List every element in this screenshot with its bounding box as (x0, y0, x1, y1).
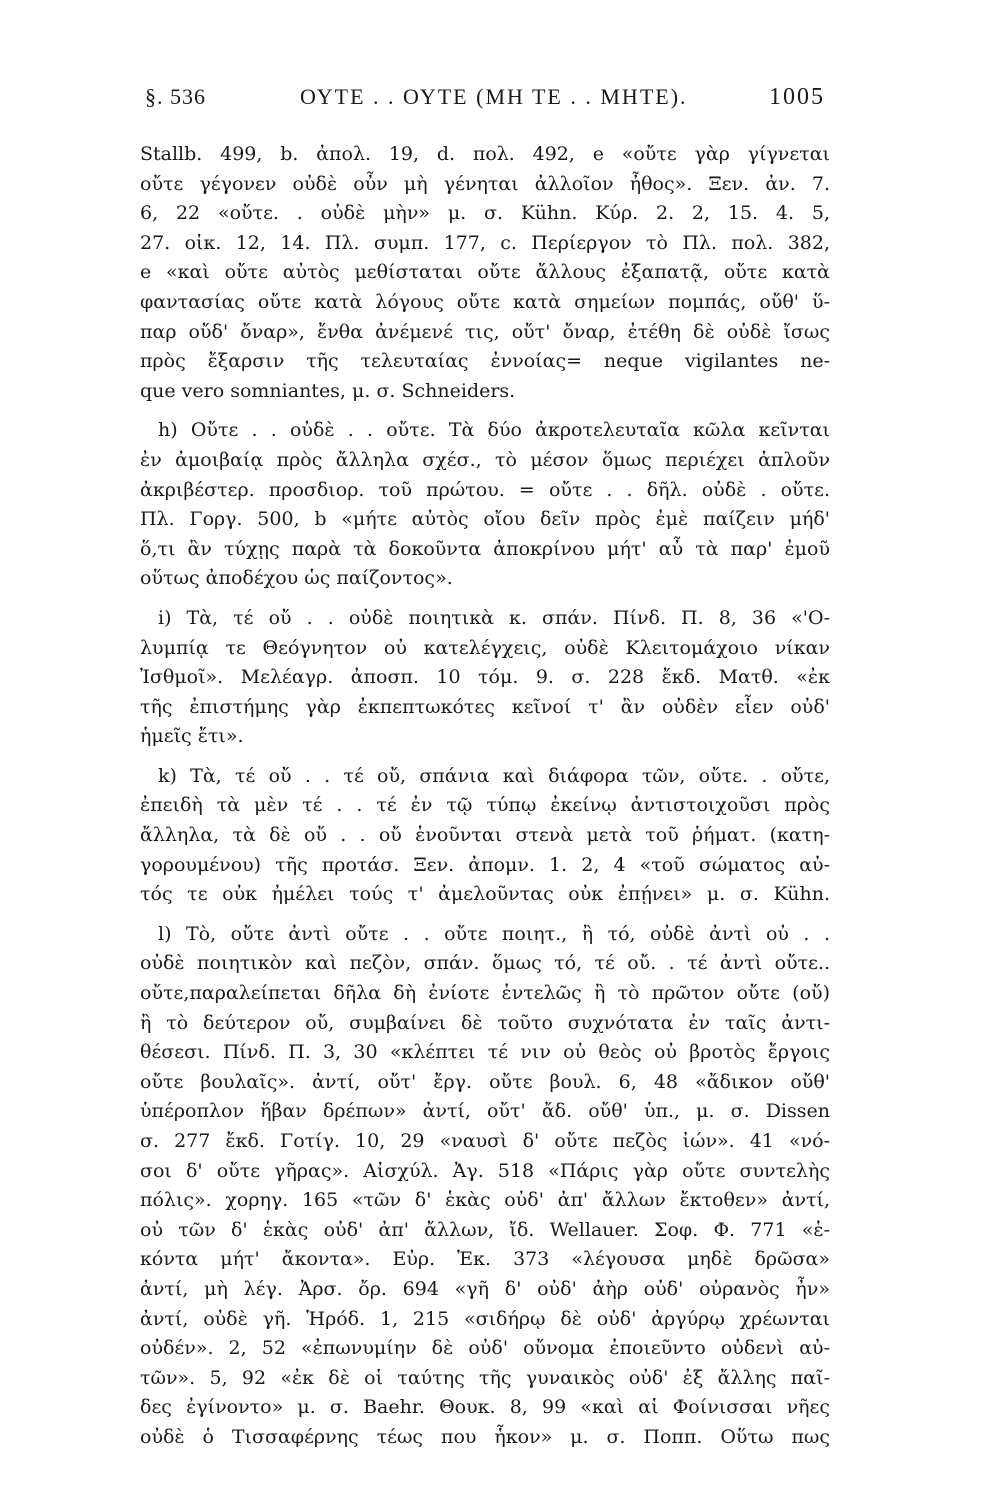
text-line: k) Τὰ, τέ οὔ . . τέ οὔ, σπάνια καὶ διάφορα τῶν, οὔτε. . οὔτε, (158, 764, 830, 787)
running-title: ΟΥΤΕ . . ΟΥΤΕ (ΜΗ ΤΕ . . ΜΗΤΕ). (300, 84, 688, 109)
text-line: ἡμεῖς ἔτι». (140, 725, 244, 748)
paragraph-continuation (140, 140, 830, 406)
text-line: ἢ τὸ δεύτερον οὔ, συμβαίνει δὲ τοῦτο συχνότατα ἐν ταῖς ἀντι- (140, 1011, 830, 1034)
text-line: 6, 22 «οὔτε. . οὐδὲ μὴν» μ. σ. Kühn. Κύρ. 2. 2, 15. 4. 5, (140, 202, 830, 225)
text-line: ἀντί, μὴ λέγ. Ἀρσ. ὄρ. 694 «γῆ δ' οὐδ' ἀὴρ οὐδ' οὐρανὸς ἦν» (140, 1277, 830, 1300)
text-line: οὔτε βουλαῖς». ἀντί, οὔτ' ἔργ. οὔτε βουλ. 6, 48 «ἄδικον οὔθ' (140, 1070, 830, 1093)
paragraph-h (140, 416, 830, 594)
body-text (140, 140, 830, 1453)
text-line: l) Τὸ, οὔτε ἀντὶ οὔτε . . οὔτε ποιητ., ἢ τό, οὐδὲ ἀντὶ οὐ . . (158, 922, 830, 945)
text-line: que vero somniantes, μ. σ. Schneiders. (140, 379, 516, 402)
section-mark: §. 536 (145, 84, 206, 109)
text-line: Stallb. 499, b. ἀπολ. 19, d. πολ. 492, e «οὔτε γὰρ γίγνεται (140, 143, 830, 165)
text-line: ἐν ἀμοιβαίᾳ πρὸς ἄλληλα σχέσ., τὸ μέσον ὅμως περιέχει ἁπλοῦν (140, 448, 830, 471)
text-line: πρὸς ἔξαρσιν τῆς τελευταίας ἐννοίας= neque vigilantes ne- (140, 350, 830, 373)
text-line: Ἰσθμοῖ». Μελέαγρ. ἀποσπ. 10 τόμ. 9. σ. 228 ἔκδ. Ματθ. «ἐκ (140, 666, 830, 689)
text-line: γορουμένου) τῆς προτάσ. Ξεν. ἀπομν. 1. 2, 4 «τοῦ σώματος αὐ- (140, 853, 830, 876)
text-line: δες ἐγίνοντο» μ. σ. Baehr. Θουκ. 8, 99 «καὶ αἱ Φοίνισσαι νῆες (140, 1396, 830, 1419)
text-line: σοι δ' οὔτε γῆρας». Αἰσχύλ. Ἀγ. 518 «Πάρις γὰρ οὔτε συντελὴς (140, 1159, 830, 1182)
text-line: e «καὶ οὔτε αὐτὸς μεθίσταται οὔτε ἄλλους ἐξαπατᾷ, οὔτε κατὰ (140, 261, 830, 284)
text-line: οὐδέν». 2, 52 «ἐπωνυμίην δὲ οὐδ' οὔνομα ἐποιεῦντο οὐδενὶ αὐ- (140, 1337, 830, 1360)
text-line: θέσεσι. Πίνδ. Π. 3, 30 «κλέπτει τέ νιν οὐ θεὸς οὐ βροτὸς ἔργοις (140, 1041, 830, 1064)
page-number: 1005 (769, 84, 825, 110)
paragraph-gap (140, 594, 830, 604)
text-line: οὐ τῶν δ' ἑκὰς οὐδ' ἀπ' ἄλλων, ἴδ. Wellauer. Σοφ. Φ. 771 «ἑ- (140, 1218, 830, 1241)
text-line: ἀκριβέστερ. προσδιορ. τοῦ πρώτου. = οὔτε . . δῆλ. οὐδὲ . οὔτε. (140, 478, 830, 501)
text-line: οὔτε,παραλείπεται δῆλα δὴ ἐνίοτε ἐντελῶς ἢ τὸ πρῶτον οὔτε (οὔ) (140, 982, 830, 1005)
text-line: οὔτε γέγονεν οὐδὲ οὖν μὴ γένηται ἀλλοῖον ἦθος». Ξεν. ἀν. 7. (140, 172, 830, 195)
text-line: λυμπίᾳ τε Θεόγνητον οὐ κατελέγχεις, οὐδὲ Κλειτομάχοιο νίκαν (140, 636, 830, 659)
text-line: πόλις». χορηγ. 165 «τῶν δ' ἑκὰς οὐδ' ἀπ' ἄλλων ἔκτοθεν» ἀντί, (140, 1189, 830, 1212)
text-line: παρ οὔδ' ὄναρ», ἔνθα ἀνέμενέ τις, οὔτ' ὄναρ, ἐτέθη δὲ οὐδὲ ἴσως (140, 320, 830, 343)
text-line: σ. 277 ἔκδ. Γοτίγ. 10, 29 «ναυσὶ δ' οὔτε πεζὸς ἰών». 41 «νό- (140, 1130, 830, 1152)
paragraph-gap (140, 752, 830, 762)
text-line: Πλ. Γοργ. 500, b «μήτε αὐτὸς οἴου δεῖν πρὸς ἐμὲ παίζειν μήδ' (140, 508, 830, 531)
paragraph-gap (140, 910, 830, 920)
text-line: οὐδὲ ποιητικὸν καὶ πεζὸν, σπάν. ὅμως τό, τέ οὔ. . τέ ἀντὶ οὔτε.. (140, 952, 830, 975)
text-line: ὑπέροπλον ἥβαν δρέπων» ἀντί, οὔτ' ἄδ. οὔθ' ὑπ., μ. σ. Dissen (140, 1100, 830, 1123)
text-line: i) Τὰ, τέ οὔ . . οὐδὲ ποιητικὰ κ. σπάν. Πίνδ. Π. 8, 36 «'Ο- (158, 606, 830, 629)
paragraph-k (140, 762, 830, 910)
text-line: οὕτως ἀποδέχου ὡς παίζοντος». (140, 567, 453, 590)
paragraph-gap (140, 406, 830, 416)
paragraph-l (140, 920, 830, 1453)
text-line: ἐπειδὴ τὰ μὲν τέ . . τέ ἐν τῷ τύπῳ ἐκείνῳ ἀντιστοιχοῦσι πρὸς (140, 794, 830, 817)
text-line: οὐδὲ ὁ Τισσαφέρνης τέως που ἧκον» μ. σ. Ποππ. Οὕτω πως (140, 1425, 830, 1448)
text-line: τῶν». 5, 92 «ἐκ δὲ οἱ ταύτης τῆς γυναικὸς οὐδ' ἐξ ἄλλης παῖ- (140, 1366, 830, 1389)
text-line: 27. οἰκ. 12, 14. Πλ. συμπ. 177, c. Περίεργον τὸ Πλ. πολ. 382, (140, 231, 830, 254)
text-line: τός τε οὐκ ἠμέλει τούς τ' ἀμελοῦντας οὐκ ἐπῄνει» μ. σ. Kühn. (140, 883, 830, 906)
paragraph-i (140, 604, 830, 752)
text-line: h) Οὔτε . . οὐδὲ . . οὔτε. Τὰ δύο ἀκροτελευταῖα κῶλα κεῖνται (158, 419, 830, 442)
text-line: ὅ,τι ἂν τύχῃς παρὰ τὰ δοκοῦντα ἀποκρίνου μήτ' αὖ τὰ παρ' ἐμοῦ (140, 537, 830, 560)
text-line: φαντασίας οὔτε κατὰ λόγους οὔτε κατὰ σημείων πομπάς, οὔθ' ὕ- (140, 290, 830, 313)
text-line: ἀντί, οὐδὲ γῆ. Ἡρόδ. 1, 215 «σιδήρῳ δὲ οὐδ' ἀργύρῳ χρέωνται (140, 1307, 830, 1330)
text-line: κόντα μήτ' ἄκοντα». Εὐρ. Ἑκ. 373 «λέγουσα μηδὲ δρῶσα» (140, 1248, 830, 1271)
text-line: ἄλληλα, τὰ δὲ οὔ . . οὔ ἑνοῦνται στενὰ μετὰ τοῦ ῥήματ. (κατη- (140, 824, 830, 847)
text-line: τῆς ἐπιστήμης γὰρ ἐκπεπτωκότες κεῖνοί τ' ἂν οὐδὲν εἶεν οὐδ' (140, 695, 830, 718)
running-head (145, 84, 825, 118)
